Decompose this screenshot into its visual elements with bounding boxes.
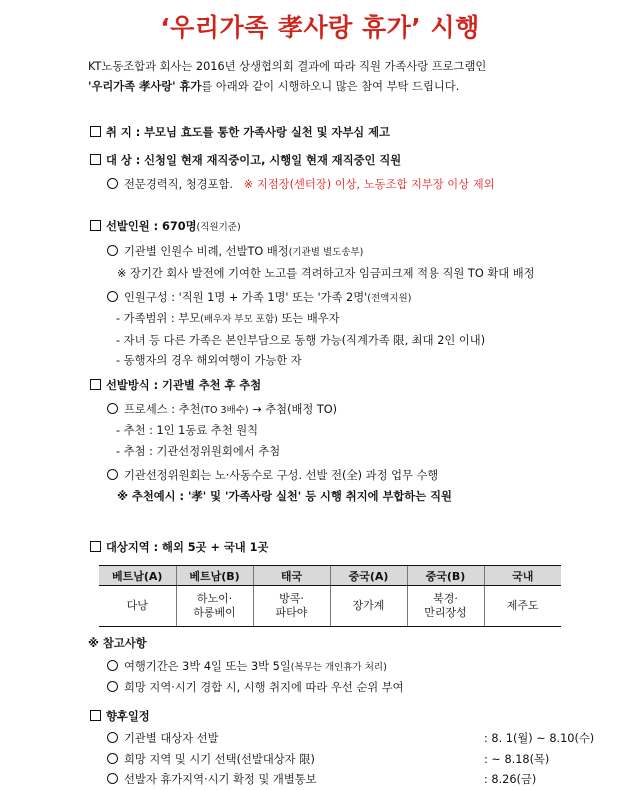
region-column-header: 중국(B) — [407, 566, 484, 586]
region-column-header: 베트남(B) — [176, 566, 253, 586]
intro-line-2 — [88, 79, 459, 94]
circle-bullet-icon — [107, 291, 118, 302]
purpose-heading: 취 지 : 부모님 효도를 통한 가족사랑 실천 및 자부심 제고 — [90, 125, 390, 140]
circle-bullet-icon — [107, 681, 118, 692]
region-column-header: 태국 — [253, 566, 330, 586]
regions-table — [99, 565, 561, 627]
notes-heading: ※ 참고사항 — [88, 637, 147, 650]
checkbox-icon — [90, 379, 101, 390]
selection-count-heading: 선발인원 : 670명(직원기준) — [90, 219, 241, 235]
region-cell: 제주도 — [484, 586, 561, 627]
circle-bullet-icon — [107, 753, 118, 764]
selection-count-item-2: 인원구성 : '직원 1명 + 가족 1명' 또는 '가족 2명'(전액지원) — [107, 290, 411, 306]
checkbox-icon — [90, 541, 101, 552]
target-exclusion: ※ 지점장(센터장) 이상, 노동조합 지부장 이상 제외 — [243, 178, 495, 191]
region-column-header: 중국(A) — [330, 566, 407, 586]
schedule-heading: 향후일정 — [90, 709, 150, 724]
circle-bullet-icon — [107, 732, 118, 743]
regions-header-row — [99, 566, 561, 586]
recommend-example: ※ 추천예시 : '孝' 및 '가족사랑 실천' 등 시행 취지에 부합하는 직원 — [117, 490, 452, 503]
family-range: - 가족범위 : 부모(배우자 부모 포함) 또는 배우자 — [116, 312, 340, 325]
circle-bullet-icon — [107, 660, 118, 671]
region-cell: 장가계 — [330, 586, 407, 627]
selection-process: 프로세스 : 추천(TO 3배수) → 추첨(배정 TO) — [107, 402, 337, 418]
circle-bullet-icon — [107, 178, 118, 189]
selection-count-item-1: 기관별 인원수 비례, 선발TO 배정(기관별 별도송부) — [107, 244, 363, 260]
table-row — [99, 586, 561, 627]
intro-program-name: '우리가족 孝사랑' 휴가 — [88, 80, 202, 93]
schedule-row: 기관별 대상자 선발 : 8. 1(월) ~ 8.10(수) — [107, 731, 567, 746]
circle-bullet-icon — [107, 403, 118, 414]
checkbox-icon — [90, 154, 101, 165]
selection-method-heading: 선발방식 : 기관별 추천 후 추첨 — [90, 378, 261, 393]
regions-heading: 대상지역 : 해외 5곳 + 국내 1곳 — [90, 540, 268, 555]
notes-item-1: 여행기간은 3박 4일 또는 3박 5일(복무는 개인휴가 처리) — [107, 659, 387, 675]
intro-line-1: KT노동조합과 회사는 2016년 상생협의회 결과에 따라 직원 가족사랑 프로그램인 — [88, 60, 487, 73]
schedule-row: 희망 지역 및 시기 선택(선발대상자 限) : ~ 8.18(목) — [107, 752, 567, 767]
page-title: ‘우리가족 孝사랑 휴가’ 시행 — [160, 13, 480, 42]
checkbox-icon — [90, 126, 101, 137]
region-cell: 하노이· 하롱베이 — [176, 586, 253, 627]
region-column-header: 베트남(A) — [99, 566, 176, 586]
region-cell: 북경· 만리장성 — [407, 586, 484, 627]
notes-item-2: 희망 지역·시기 경합 시, 시행 취지에 따라 우선 순위 부여 — [107, 680, 404, 695]
recommend-rule: - 추천 : 1인 1동료 추천 원칙 — [116, 424, 259, 437]
region-cell: 방콕· 파타야 — [253, 586, 330, 627]
circle-bullet-icon — [107, 245, 118, 256]
companion-rule: - 자녀 등 다른 가족은 본인부담으로 동행 가능(직계가족 限, 최대 2인 이내) — [116, 334, 486, 347]
circle-bullet-icon — [107, 469, 118, 480]
lottery-rule: - 추첨 : 기관선정위원회에서 추첨 — [116, 445, 281, 458]
selection-count-item-1-note: ※ 장기간 회사 발전에 기여한 노고를 격려하고자 임금피크제 적용 직원 TO 확대 배정 — [117, 267, 535, 280]
schedule-row: 선발자 휴가지역·시기 확정 및 개별통보 : 8.26(금) — [107, 772, 567, 787]
intro-line-2-rest: 를 아래와 같이 시행하오니 많은 참여 부탁 드립니다. — [201, 80, 460, 93]
committee-note: 기관선정위원회는 노·사동수로 구성. 선발 전(全) 과정 업무 수행 — [107, 468, 438, 483]
target-detail: 전문경력직, 청경포함. ※ 지점장(센터장) 이상, 노동조합 지부장 이상 제외 — [107, 177, 495, 192]
checkbox-icon — [90, 710, 101, 721]
region-cell: 다낭 — [99, 586, 176, 627]
companion-condition: - 동행자의 경우 해외여행이 가능한 자 — [116, 354, 302, 367]
checkbox-icon — [90, 220, 101, 231]
target-heading: 대 상 : 신청일 현재 재직중이고, 시행일 현재 재직중인 직원 — [90, 153, 401, 168]
region-column-header: 국내 — [484, 566, 561, 586]
circle-bullet-icon — [107, 773, 118, 784]
